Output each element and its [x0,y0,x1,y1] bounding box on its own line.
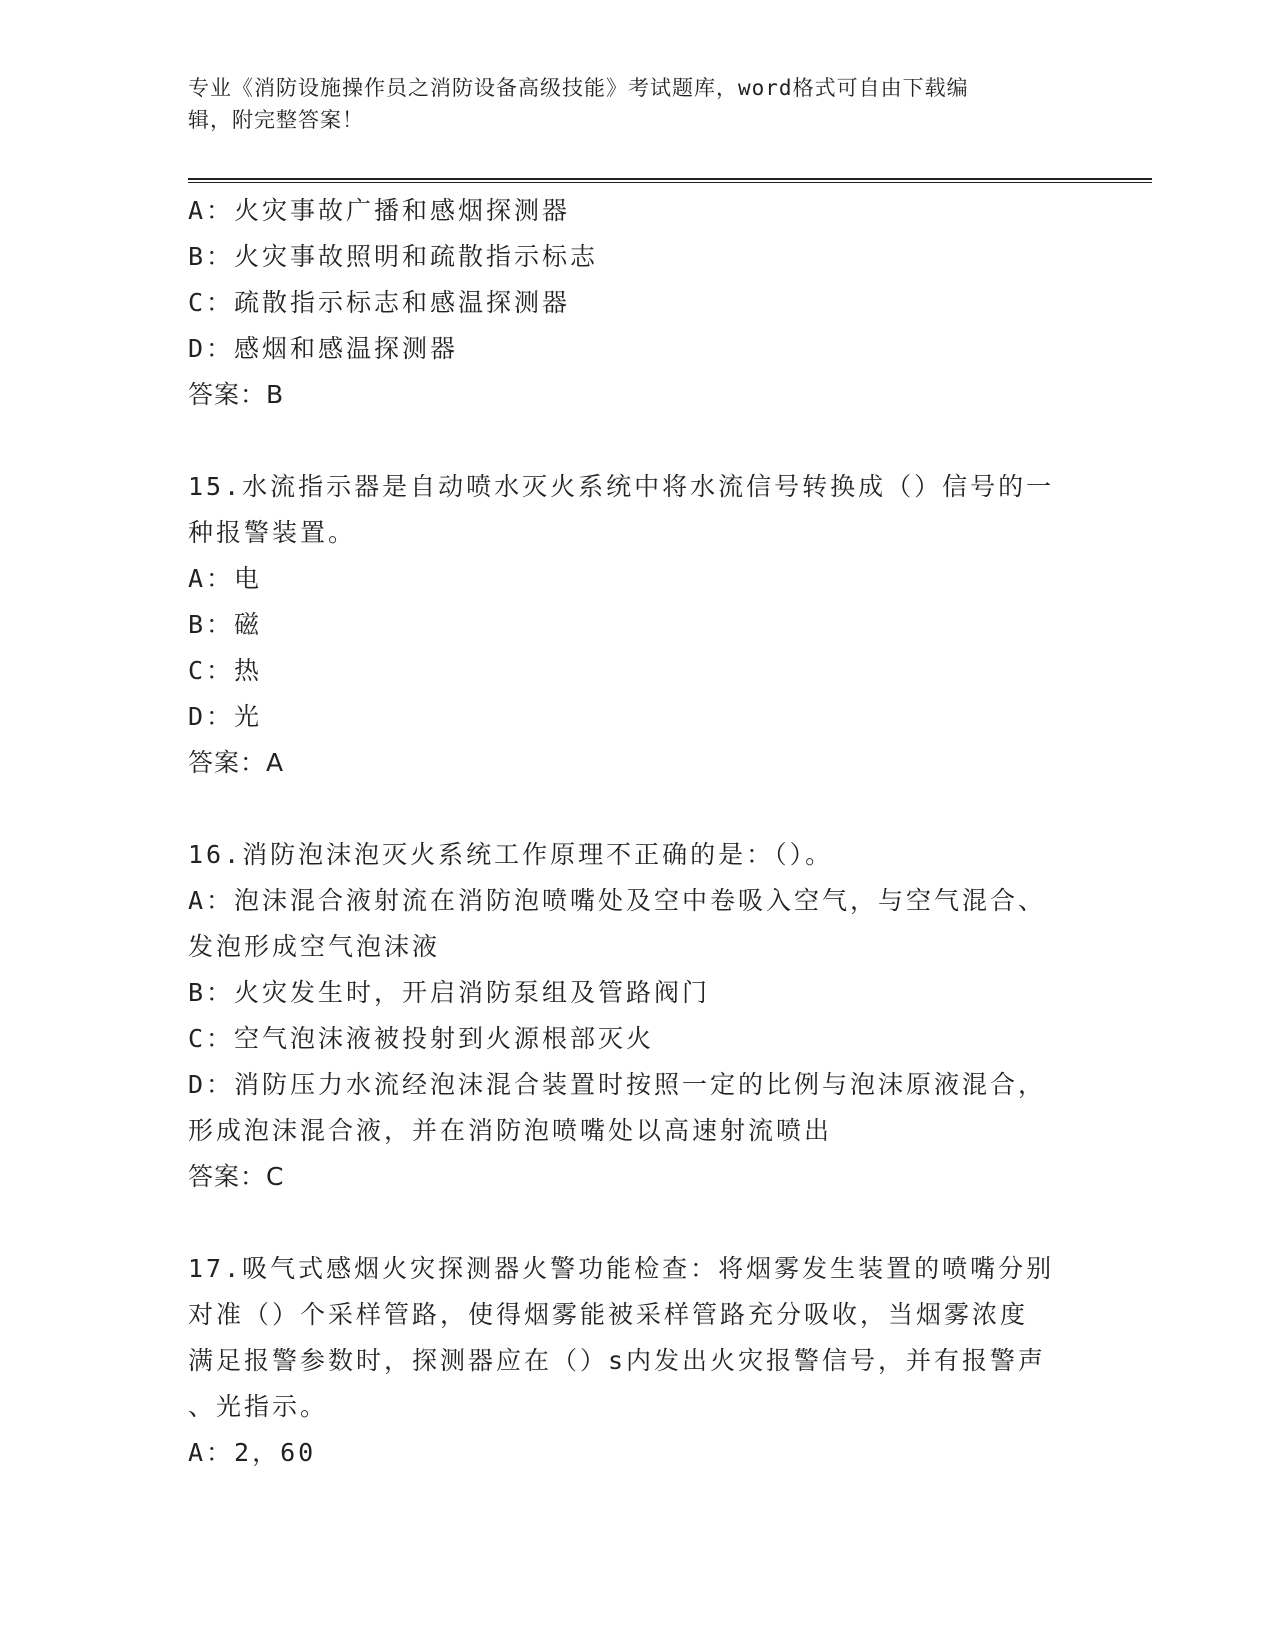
option-b: B：火灾事故照明和疏散指示标志 [188,242,599,271]
header-divider-thin [188,182,1152,183]
option-d: D：感烟和感温探测器 [188,334,459,363]
answer-line: 答案：B [188,380,285,409]
option-a: A：火灾事故广播和感烟探测器 [188,196,571,225]
question-text-line: 17.吸气式感烟火灾探测器火警功能检查：将烟雾发生装置的喷嘴分别 [188,1254,1055,1283]
header-line-2: 辑，附完整答案！ [188,108,364,132]
question-block-14 [188,188,1088,418]
question-block-15 [188,464,1088,786]
header-divider-thick [188,178,1152,180]
option-b: B：磁 [188,610,263,639]
option-a: A：电 [188,564,263,593]
option-a: A：泡沫混合液射流在消防泡喷嘴处及空中卷吸入空气，与空气混合、 [188,886,1047,915]
option-c: C：疏散指示标志和感温探测器 [188,288,571,317]
question-text-line: 种报警装置。 [188,518,357,547]
question-text-line: 15.水流指示器是自动喷水灭火系统中将水流信号转换成（）信号的一 [188,472,1055,501]
question-text-line: 16.消防泡沫泡灭火系统工作原理不正确的是：（）。 [188,840,834,869]
option-c: C：热 [188,656,263,685]
option-a: A：2，60 [188,1438,317,1467]
question-text-line: 对准（）个采样管路，使得烟雾能被采样管路充分吸收，当烟雾浓度 [188,1300,1029,1329]
document-header [188,72,1068,136]
question-text-line: 满足报警参数时，探测器应在（）s内发出火灾报警信号，并有报警声 [188,1346,1047,1375]
option-c: C：空气泡沫液被投射到火源根部灭火 [188,1024,655,1053]
option-b: B：火灾发生时，开启消防泵组及管路阀门 [188,978,711,1007]
question-block-17 [188,1246,1088,1476]
question-text-line: 、光指示。 [188,1392,329,1421]
header-line-1: 专业《消防设施操作员之消防设备高级技能》考试题库，word格式可自由下载编 [188,76,969,100]
option-a-continued: 发泡形成空气泡沫液 [188,932,441,961]
question-list [188,188,1088,1476]
answer-line: 答案：C [188,1162,285,1191]
answer-line: 答案：A [188,748,285,777]
option-d-continued: 形成泡沫混合液，并在消防泡喷嘴处以高速射流喷出 [188,1116,833,1145]
question-block-16 [188,832,1088,1200]
option-d: D：消防压力水流经泡沫混合装置时按照一定的比例与泡沫原液混合， [188,1070,1047,1099]
option-d: D：光 [188,702,263,731]
